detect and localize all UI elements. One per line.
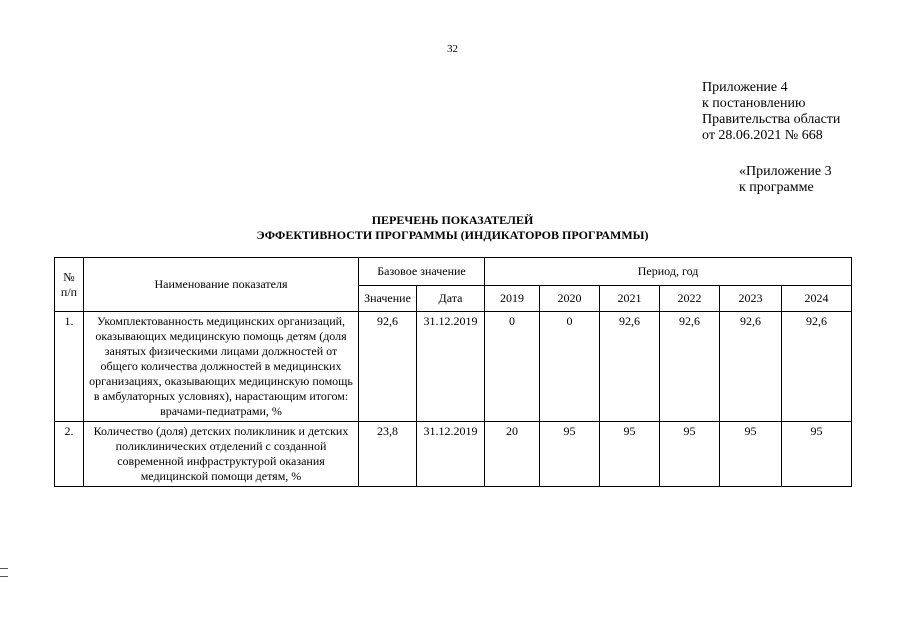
- table-row: [55, 312, 852, 422]
- row-year-value: 95: [600, 422, 660, 487]
- header-year-2021: 2021: [600, 286, 660, 312]
- page-number: 32: [447, 43, 458, 55]
- row-year-value: 95: [660, 422, 720, 487]
- header-value: Значение: [359, 286, 417, 312]
- row-base-date: 31.12.2019: [417, 422, 485, 487]
- row-year-value: 92,6: [660, 312, 720, 422]
- row-year-value: 92,6: [600, 312, 660, 422]
- row-num: 1.: [55, 312, 84, 422]
- header-year-2024: 2024: [782, 286, 852, 312]
- row-year-value: 92,6: [720, 312, 782, 422]
- header-name: Наименование показателя: [84, 258, 359, 312]
- row-base-value: 23,8: [359, 422, 417, 487]
- appendix-block: [702, 80, 840, 144]
- header-year-2019: 2019: [485, 286, 540, 312]
- header-row-1: [55, 258, 852, 286]
- row-base-date: 31.12.2019: [417, 312, 485, 422]
- header-period: Период, год: [485, 258, 852, 286]
- row-year-value: 95: [540, 422, 600, 487]
- header-year-2020: 2020: [540, 286, 600, 312]
- appendix-line: Правительства области: [702, 112, 841, 127]
- header-year-2023: 2023: [720, 286, 782, 312]
- appendix-reference: [739, 164, 832, 196]
- row-indicator-name: Укомплектованность медицинских организаций, оказывающих медицинскую помощь детям (доля занятых физическими лицами должностей от общего количества должностей в медицинских организациях, оказывающих медицинскую помощь в амбулаторных условиях), нарастающим итогом: врачами-педиатрами, %: [84, 312, 359, 422]
- document-title: [0, 213, 905, 243]
- row-num: 2.: [55, 422, 84, 487]
- margin-mark: [0, 568, 8, 577]
- appendix-line: Приложение 4: [702, 80, 788, 95]
- row-indicator-name: Количество (доля) детских поликлиник и детских поликлинических отделений с созданной современной инфраструктурой оказания медицинской помощи детям, %: [84, 422, 359, 487]
- appendix-ref-line: к программе: [739, 180, 814, 195]
- row-year-value: 95: [720, 422, 782, 487]
- appendix-line: от 28.06.2021 № 668: [702, 128, 823, 143]
- row-base-value: 92,6: [359, 312, 417, 422]
- row-year-value: 20: [485, 422, 540, 487]
- row-year-value: 92,6: [782, 312, 852, 422]
- appendix-ref-line: «Приложение 3: [739, 164, 832, 179]
- header-year-2022: 2022: [660, 286, 720, 312]
- appendix-line: к постановлению: [702, 96, 806, 111]
- indicators-table: [54, 257, 852, 487]
- row-year-value: 0: [485, 312, 540, 422]
- row-year-value: 0: [540, 312, 600, 422]
- title-line-2: ЭФФЕКТИВНОСТИ ПРОГРАММЫ (ИНДИКАТОРОВ ПРОГРАММЫ): [256, 228, 649, 242]
- header-num: № п/п: [55, 258, 84, 312]
- table-row: [55, 422, 852, 487]
- title-line-1: ПЕРЕЧЕНЬ ПОКАЗАТЕЛЕЙ: [371, 213, 534, 227]
- header-date: Дата: [417, 286, 485, 312]
- header-base-value: Базовое значение: [359, 258, 485, 286]
- row-year-value: 95: [782, 422, 852, 487]
